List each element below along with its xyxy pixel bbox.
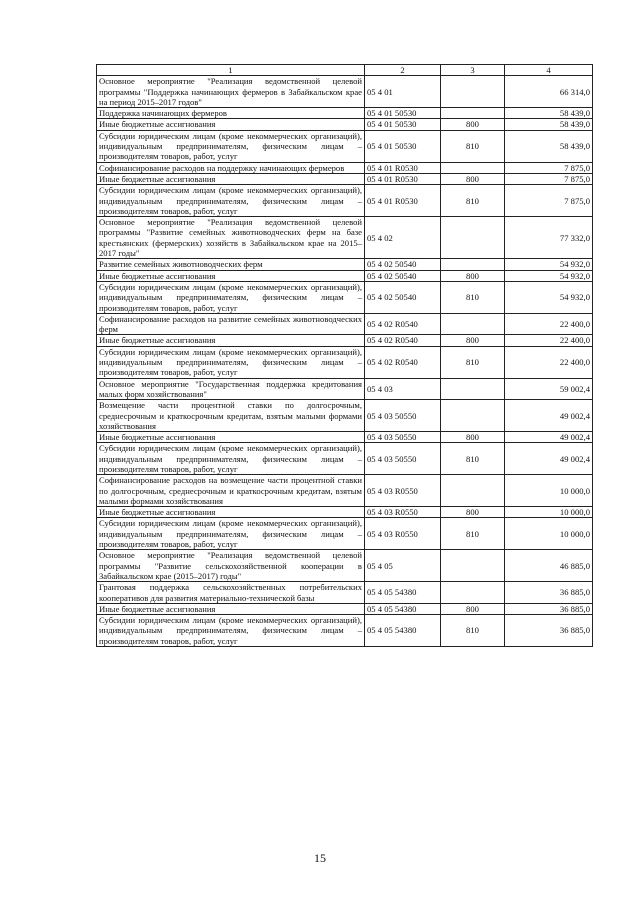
row-sum-cell: 7 875,0 bbox=[505, 185, 593, 217]
row-name-cell: Поддержка начинающих фермеров bbox=[97, 108, 365, 119]
row-name-cell: Основное мероприятие "Реализация ведомственной целевой программы "Развитие семейных животноводческих ферм на базе крестьянских (фермерских) хозяйств в Забайкальском крае на 2015–2017 годы" bbox=[97, 217, 365, 259]
row-expense-type-cell bbox=[441, 217, 505, 259]
row-code-cell: 05 4 03 50550 bbox=[365, 432, 441, 443]
table-row bbox=[97, 346, 593, 378]
row-code-cell: 05 4 01 R0530 bbox=[365, 162, 441, 173]
row-expense-type-cell: 810 bbox=[441, 281, 505, 313]
row-code-cell: 05 4 05 54380 bbox=[365, 582, 441, 604]
row-expense-type-cell: 810 bbox=[441, 130, 505, 162]
table-row bbox=[97, 130, 593, 162]
row-sum-cell: 22 400,0 bbox=[505, 335, 593, 346]
row-expense-type-cell bbox=[441, 162, 505, 173]
row-sum-cell: 36 885,0 bbox=[505, 582, 593, 604]
row-sum-cell: 10 000,0 bbox=[505, 475, 593, 507]
table-row bbox=[97, 270, 593, 281]
row-name-cell: Софинансирование расходов на возмещение части процентной ставки по долгосрочным, среднесрочным и краткосрочным кредитам, взятым малыми формами хозяйствования bbox=[97, 475, 365, 507]
row-expense-type-cell: 800 bbox=[441, 270, 505, 281]
row-expense-type-cell: 810 bbox=[441, 443, 505, 475]
row-expense-type-cell: 810 bbox=[441, 185, 505, 217]
row-code-cell: 05 4 02 50540 bbox=[365, 281, 441, 313]
row-name-cell: Иные бюджетные ассигнования bbox=[97, 335, 365, 346]
row-expense-type-cell bbox=[441, 378, 505, 400]
row-sum-cell: 22 400,0 bbox=[505, 346, 593, 378]
table-row bbox=[97, 108, 593, 119]
row-code-cell: 05 4 01 R0530 bbox=[365, 185, 441, 217]
row-name-cell: Иные бюджетные ассигнования bbox=[97, 507, 365, 518]
row-code-cell: 05 4 05 54380 bbox=[365, 603, 441, 614]
row-sum-cell: 7 875,0 bbox=[505, 162, 593, 173]
row-sum-cell: 66 314,0 bbox=[505, 76, 593, 108]
table-row bbox=[97, 475, 593, 507]
row-expense-type-cell bbox=[441, 475, 505, 507]
column-header: 3 bbox=[441, 65, 505, 76]
table-row bbox=[97, 313, 593, 335]
row-code-cell: 05 4 03 bbox=[365, 378, 441, 400]
table-header-row bbox=[97, 65, 593, 76]
row-code-cell: 05 4 02 R0540 bbox=[365, 346, 441, 378]
row-name-cell: Софинансирование расходов на развитие семейных животноводческих ферм bbox=[97, 313, 365, 335]
row-code-cell: 05 4 05 54380 bbox=[365, 615, 441, 647]
row-sum-cell: 58 439,0 bbox=[505, 130, 593, 162]
row-sum-cell: 22 400,0 bbox=[505, 313, 593, 335]
table-row bbox=[97, 281, 593, 313]
row-code-cell: 05 4 02 R0540 bbox=[365, 335, 441, 346]
row-name-cell: Субсидии юридическим лицам (кроме некоммерческих организаций), индивидуальным предпринимателям, физическим лицам – производителям товаров, работ, услуг bbox=[97, 518, 365, 550]
table-row bbox=[97, 119, 593, 130]
row-name-cell: Субсидии юридическим лицам (кроме некоммерческих организаций), индивидуальным предпринимателям, физическим лицам – производителям товаров, работ, услуг bbox=[97, 443, 365, 475]
row-name-cell: Иные бюджетные ассигнования bbox=[97, 603, 365, 614]
row-expense-type-cell bbox=[441, 108, 505, 119]
row-sum-cell: 49 002,4 bbox=[505, 400, 593, 432]
page-number: 15 bbox=[314, 851, 326, 865]
table-row bbox=[97, 185, 593, 217]
row-expense-type-cell: 800 bbox=[441, 603, 505, 614]
row-code-cell: 05 4 02 50540 bbox=[365, 259, 441, 270]
row-sum-cell: 54 932,0 bbox=[505, 259, 593, 270]
table-row bbox=[97, 76, 593, 108]
row-code-cell: 05 4 01 50530 bbox=[365, 130, 441, 162]
row-name-cell: Основное мероприятие "Реализация ведомственной целевой программы "Поддержка начинающих фермеров в Забайкальском крае на период 2015–2017 годов" bbox=[97, 76, 365, 108]
row-code-cell: 05 4 03 R0550 bbox=[365, 518, 441, 550]
row-code-cell: 05 4 05 bbox=[365, 550, 441, 582]
row-expense-type-cell bbox=[441, 550, 505, 582]
row-code-cell: 05 4 03 50550 bbox=[365, 443, 441, 475]
table-row bbox=[97, 162, 593, 173]
row-name-cell: Грантовая поддержка сельскохозяйственных потребительских кооперативов для развития материально-технической базы bbox=[97, 582, 365, 604]
table-row bbox=[97, 582, 593, 604]
row-code-cell: 05 4 02 R0540 bbox=[365, 313, 441, 335]
table-row bbox=[97, 335, 593, 346]
row-name-cell: Основное мероприятие "Государственная поддержка кредитования малых форм хозяйствования" bbox=[97, 378, 365, 400]
row-code-cell: 05 4 01 50530 bbox=[365, 108, 441, 119]
row-name-cell: Субсидии юридическим лицам (кроме некоммерческих организаций), индивидуальным предпринимателям, физическим лицам – производителям товаров, работ, услуг bbox=[97, 130, 365, 162]
row-name-cell: Основное мероприятие "Реализация ведомственной целевой программы "Развитие сельскохозяйственной кооперации в Забайкальском крае (2015–2017) годы" bbox=[97, 550, 365, 582]
row-sum-cell: 10 000,0 bbox=[505, 507, 593, 518]
row-name-cell: Иные бюджетные ассигнования bbox=[97, 432, 365, 443]
table-row bbox=[97, 550, 593, 582]
row-sum-cell: 49 002,4 bbox=[505, 443, 593, 475]
row-name-cell: Иные бюджетные ассигнования bbox=[97, 173, 365, 184]
row-sum-cell: 58 439,0 bbox=[505, 108, 593, 119]
row-expense-type-cell: 800 bbox=[441, 432, 505, 443]
row-name-cell: Иные бюджетные ассигнования bbox=[97, 119, 365, 130]
row-sum-cell: 36 885,0 bbox=[505, 603, 593, 614]
row-code-cell: 05 4 03 R0550 bbox=[365, 475, 441, 507]
row-expense-type-cell bbox=[441, 259, 505, 270]
row-sum-cell: 49 002,4 bbox=[505, 432, 593, 443]
row-expense-type-cell bbox=[441, 313, 505, 335]
row-code-cell: 05 4 02 50540 bbox=[365, 270, 441, 281]
row-name-cell: Софинансирование расходов на поддержку начинающих фермеров bbox=[97, 162, 365, 173]
row-expense-type-cell: 800 bbox=[441, 507, 505, 518]
row-expense-type-cell bbox=[441, 76, 505, 108]
table-row bbox=[97, 173, 593, 184]
table-row bbox=[97, 259, 593, 270]
table-row bbox=[97, 603, 593, 614]
row-sum-cell: 36 885,0 bbox=[505, 615, 593, 647]
column-header: 4 bbox=[505, 65, 593, 76]
row-name-cell: Субсидии юридическим лицам (кроме некоммерческих организаций), индивидуальным предпринимателям, физическим лицам – производителям товаров, работ, услуг bbox=[97, 346, 365, 378]
row-expense-type-cell: 800 bbox=[441, 173, 505, 184]
row-sum-cell: 58 439,0 bbox=[505, 119, 593, 130]
row-code-cell: 05 4 03 R0550 bbox=[365, 507, 441, 518]
row-sum-cell: 54 932,0 bbox=[505, 270, 593, 281]
row-expense-type-cell bbox=[441, 582, 505, 604]
budget-table bbox=[96, 64, 593, 647]
row-sum-cell: 46 885,0 bbox=[505, 550, 593, 582]
column-header: 2 bbox=[365, 65, 441, 76]
table-row bbox=[97, 507, 593, 518]
row-code-cell: 05 4 01 R0530 bbox=[365, 173, 441, 184]
row-sum-cell: 54 932,0 bbox=[505, 281, 593, 313]
row-expense-type-cell: 800 bbox=[441, 335, 505, 346]
row-code-cell: 05 4 01 50530 bbox=[365, 119, 441, 130]
row-name-cell: Возмещение части процентной ставки по долгосрочным, среднесрочным и краткосрочным кредитам, взятым малыми формами хозяйствования bbox=[97, 400, 365, 432]
table-row bbox=[97, 400, 593, 432]
table-row bbox=[97, 217, 593, 259]
row-name-cell: Субсидии юридическим лицам (кроме некоммерческих организаций), индивидуальным предпринимателям, физическим лицам – производителям товаров, работ, услуг bbox=[97, 185, 365, 217]
row-sum-cell: 77 332,0 bbox=[505, 217, 593, 259]
row-expense-type-cell bbox=[441, 400, 505, 432]
row-expense-type-cell: 810 bbox=[441, 518, 505, 550]
row-sum-cell: 7 875,0 bbox=[505, 173, 593, 184]
row-sum-cell: 10 000,0 bbox=[505, 518, 593, 550]
row-code-cell: 05 4 03 50550 bbox=[365, 400, 441, 432]
table-row bbox=[97, 518, 593, 550]
row-name-cell: Иные бюджетные ассигнования bbox=[97, 270, 365, 281]
row-code-cell: 05 4 01 bbox=[365, 76, 441, 108]
row-expense-type-cell: 810 bbox=[441, 615, 505, 647]
table-row bbox=[97, 432, 593, 443]
row-sum-cell: 59 002,4 bbox=[505, 378, 593, 400]
row-code-cell: 05 4 02 bbox=[365, 217, 441, 259]
row-name-cell: Субсидии юридическим лицам (кроме некоммерческих организаций), индивидуальным предпринимателям, физическим лицам – производителям товаров, работ, услуг bbox=[97, 615, 365, 647]
row-name-cell: Развитие семейных животноводческих ферм bbox=[97, 259, 365, 270]
row-expense-type-cell: 800 bbox=[441, 119, 505, 130]
table-row bbox=[97, 615, 593, 647]
column-header: 1 bbox=[97, 65, 365, 76]
table-row bbox=[97, 378, 593, 400]
table-row bbox=[97, 443, 593, 475]
row-name-cell: Субсидии юридическим лицам (кроме некоммерческих организаций), индивидуальным предпринимателям, физическим лицам – производителям товаров, работ, услуг bbox=[97, 281, 365, 313]
row-expense-type-cell: 810 bbox=[441, 346, 505, 378]
table-body bbox=[97, 76, 593, 647]
